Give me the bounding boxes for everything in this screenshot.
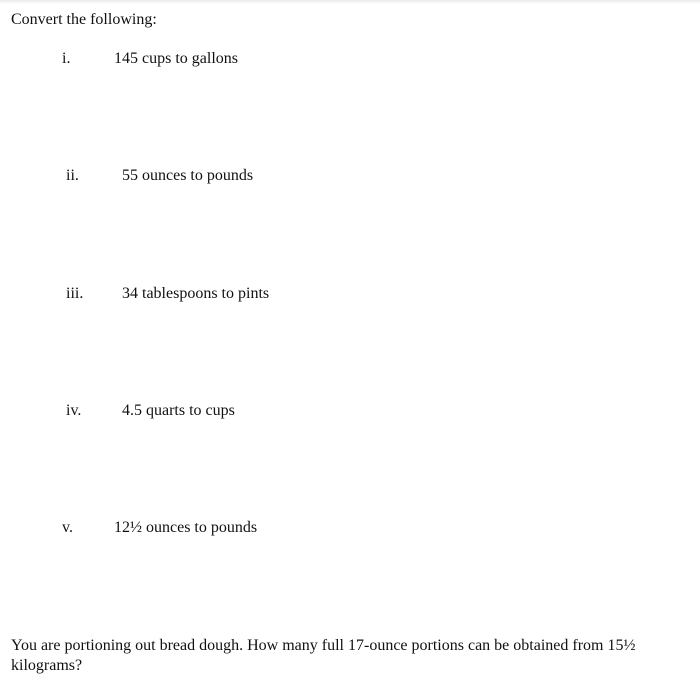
page-top-edge xyxy=(0,0,700,4)
item-numeral-4: iv. xyxy=(66,402,82,419)
item-numeral-5: v. xyxy=(62,519,73,536)
item-numeral-1: i. xyxy=(62,50,71,67)
item-text-4: 4.5 quarts to cups xyxy=(122,402,235,419)
item-text-3: 34 tablespoons to pints xyxy=(122,285,270,302)
item-text-1: 145 cups to gallons xyxy=(114,50,238,67)
item-text-2: 55 ounces to pounds xyxy=(122,167,254,184)
instructions-heading: Convert the following: xyxy=(11,11,157,28)
item-numeral-2: ii. xyxy=(66,167,79,184)
item-numeral-3: iii. xyxy=(66,285,84,302)
item-text-5: 12½ ounces to pounds xyxy=(114,519,258,536)
word-problem: You are portioning out bread dough. How many full 17-ounce portions can be obtained from 15½ kilograms? xyxy=(11,637,636,674)
